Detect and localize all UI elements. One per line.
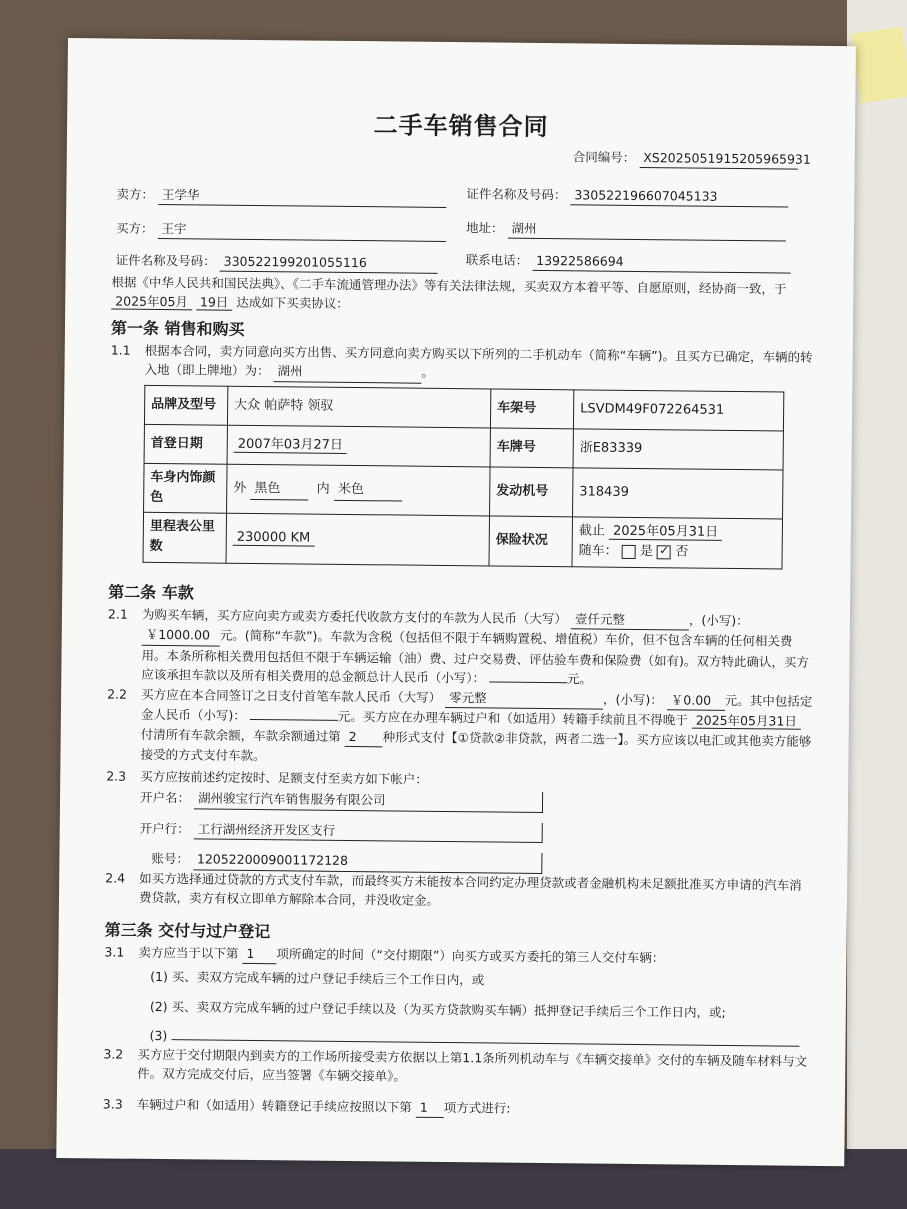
buyer-row [116,219,446,243]
preamble [111,272,817,318]
bank-row [140,819,812,846]
desk-background-right [847,0,907,1209]
vehicle-table [143,385,785,569]
deposit-blank [250,719,338,721]
payment-method: 2 [345,727,383,748]
clause-number: 2.1 [107,606,128,622]
sticky-note [850,27,907,104]
phone-row [466,250,791,274]
brand-value: 大众 帕萨特 领驭 [227,386,490,428]
clause-2-4 [105,868,811,914]
account-name: 湖州骏宝行汽车销售服务有限公司 [194,789,543,813]
delivery-item: 1 [242,944,276,965]
phone: 13922586694 [532,251,790,274]
preamble-text: 根据《中华人民共和国民法典》、《二手车流通管理办法》等有关法律法规，买卖双方本着平等、自愿原则，经协商一致，于 [111,274,787,297]
clause-number: 2.3 [106,768,127,784]
engine-value: 318439 [573,468,784,519]
clause-text: 元。其中包括定金人民币（小写)： [140,692,813,724]
seller-id-row [466,184,788,208]
reg-date-cell [227,425,490,467]
transfer-item: 1 [416,1098,444,1119]
mileage-value: 230000 KM [233,530,315,547]
reg-date-value: 2007年03月27日 [234,437,347,454]
bank-label: 开户行： [139,820,190,837]
clause-text: 买方应在本合同签订之日支付首笔车款人民币（大写） [141,686,442,705]
article2-heading: 第二条 车款 [108,582,194,603]
contract-number-row [572,147,811,170]
seller-label: 卖方： [116,186,154,202]
clause-number: 3.3 [102,1096,123,1112]
clause-text: ，(小写)： [688,612,749,629]
clause-number: 2.2 [107,686,128,702]
clause-text: 车辆过户和（如适用）转籍登记手续应按照以下第 [136,1096,412,1115]
seller-row [116,185,446,209]
contract-number: XS2025051915205965931 [639,148,797,170]
clause-number: 2.4 [105,870,126,886]
outer-color: 黑色 [250,478,308,500]
clause-text: 种形式支付【①贷款②非贷款，两者二选一】。买方应该以电汇或其他卖方能够接受的方式支付车款。 [140,729,812,764]
account-number: 1205220009001172128 [193,849,542,873]
address: 湖州 [507,219,785,242]
delivery-option-1: (1) 买、卖双方完成车辆的过户登记手续后三个工作日内，或 [150,969,485,988]
clause-number: 3.1 [104,944,125,960]
color-cell [227,464,491,516]
clause-number: 1.1 [110,342,131,358]
total-amount-blank [489,682,567,684]
clause-text: 如买方选择通过贷款的方式支付车款，而最终买方未能按本合同约定办理贷款或者金融机构未足额批准买方申请的汽车消费贷款，卖方有权立即单方解除本合同，并没收定金。 [138,870,802,909]
agreement-date-month: 2025年05月 [111,294,192,311]
clause-2-3 [105,766,812,876]
clause-1-1 [110,340,816,387]
delivery-option-2: (2) 买、卖双方完成车辆的过户登记手续以及（为买方贷款购买车辆）抵押登记手续后三个工作日内，或; [149,998,726,1020]
account-name-row [140,788,812,815]
clause-number: 3.2 [103,1046,124,1062]
clause-text: 元。(简称“车款”)。车款为含税（包括但不限于车辆购置税、增值税）车价，但不包含车辆的任何相关费用。本条所称相关费用包括但不限于车辆运输（油）费、过户交易费、评估验车费和保险费（如有)。双方特此确认，买方应该承担车款以及所有相关费用的总金额总计人民币（小写）： [141,627,809,686]
address-row [466,218,786,242]
phone-label: 联系电话： [465,252,529,268]
mileage-cell [226,513,490,565]
color-label: 车身内饰颜色 [144,463,228,513]
clause-3-3 [103,1094,809,1122]
article3-heading: 第三条 交付与过户登记 [104,920,271,942]
seller-id: 330522196607045133 [570,185,788,208]
buyer-id-label: 证件名称及号码： [115,252,216,269]
insurance-until-label: 截止 [578,523,605,539]
reg-date-label: 首登日期 [144,424,227,464]
seller-id-label: 证件名称及号码： [466,186,567,203]
plate-label: 车牌号 [490,428,573,468]
clause-text: 项所确定的时间（“交付期限”）向买方或买方委托的第三人交付车辆： [276,946,665,966]
clause-text: 元。 [566,671,593,687]
clause-text: 付清所有车款余额，车款余额通过第 [140,726,341,744]
registration-city: 湖州 [273,362,421,384]
bank-name: 工行湖州经济开发区支行 [194,819,543,843]
clause-text: 为购买车辆，买方应向卖方或卖方委托代收款方支付的车款为人民币（大写） [141,606,568,627]
insurance-label: 保险状况 [489,516,573,566]
account-number-label: 账号： [151,851,190,867]
account-name-label: 开户名： [139,790,191,806]
with-car-yes-checkbox[interactable] [622,545,636,559]
clause-text: 项方式进行: [443,1099,511,1116]
table-row [144,463,783,519]
preamble-end-text: 达成如下买卖协议： [236,295,349,312]
with-car-no-checkbox[interactable] [657,545,671,559]
address-label: 地址： [465,220,504,236]
clause-3-2 [103,1044,809,1090]
clause-text: 买方应于交付期限内到卖方的工作场所接受卖方依据以上第1.1条所列机动车与《车辆交接单》交付的车辆及随车材料与文件。双方完成交付后，应当签署《车辆交接单》。 [137,1046,808,1084]
table-row [143,513,782,569]
brand-label: 品牌及型号 [144,385,227,425]
inner-color: 米色 [334,479,402,501]
no-label: 否 [675,544,689,560]
table-row [144,385,783,431]
clause-end-punct: 。 [421,365,435,381]
clause-text: ，(小写)： [603,691,663,708]
price-amount: ￥1000.00 [142,625,220,646]
clause-text: 元。买方应在办理车辆过户和（如适用）转籍手续前且不得晚于 [337,709,688,728]
payment-deadline: 2025年05月31日 [692,713,801,730]
seller-name: 王学华 [158,185,446,208]
insurance-until: 2025年05月31日 [609,524,722,541]
clause-text: 买方应按前述约定按时、足额支付至卖方如下帐户： [140,768,428,787]
article1-heading: 第一条 销售和购买 [110,318,245,339]
buyer-id: 330522199201055116 [220,252,438,275]
plate-value: 浙E83339 [573,429,783,470]
delivery-option-3-label: (3) [149,1028,168,1044]
mileage-label: 里程表公里数 [143,513,227,563]
agreement-date-day: 19日 [196,295,233,311]
yes-label: 是 [639,544,654,560]
insurance-cell [572,517,783,568]
vin-value: LSVDM49F072264531 [573,390,783,431]
clause-2-2 [106,684,813,771]
inner-color-label: 内 [316,481,330,497]
clause-text: 根据本合同，卖方同意向买方出售、买方同意向卖方购买以下所列的二手机动车（简称“车辆”)。且买方已确定，车辆的转入地（即上牌地）为： [144,342,813,379]
contract-title: 二手车销售合同 [373,111,549,142]
with-car-label: 随车： [578,543,618,560]
buyer-label: 买方： [115,220,154,236]
price-amount-chinese: 壹仟元整 [571,609,689,631]
vin-label: 车架号 [490,389,573,429]
engine-label: 发动机号 [490,467,574,517]
buyer-name: 王宇 [157,219,445,242]
buyer-id-row [116,251,438,275]
clause-3-1 [103,942,810,1052]
clause-2-1 [107,604,814,691]
first-payment-chinese: 零元整 [445,688,603,710]
clause-text: 卖方应当于以下第 [138,944,239,961]
contract-page [56,38,856,1166]
outer-color-label: 外 [233,480,247,496]
table-row [144,424,783,470]
contract-number-label: 合同编号： [572,149,636,165]
first-payment-amount: ￥0.00 [667,690,725,711]
